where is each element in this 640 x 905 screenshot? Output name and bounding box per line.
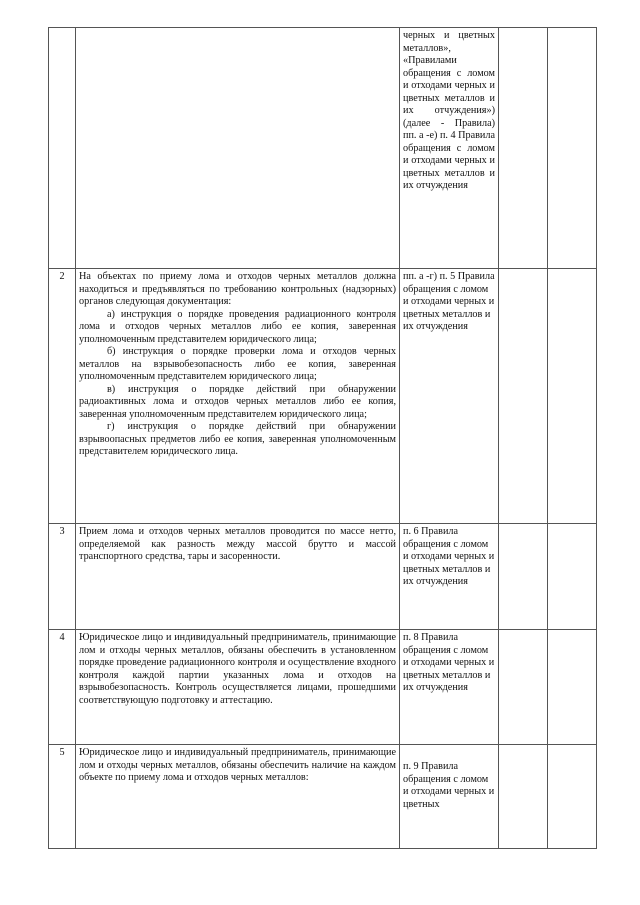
empty-cell <box>499 269 548 524</box>
requirement-paragraph: Юридическое лицо и индивидуальный предприниматель, принимающие лом и отходы черных металлов, обязаны обеспечить в установленном порядке проведение радиационного контроля и осуществление входного контроля каждой партии указанных лома и отходов на взрывобезопасность. Контроль осуществляется лицами, прошедшими соответствующую подготовку и аттестацию. <box>79 632 396 706</box>
requirements-table <box>48 27 597 849</box>
empty-cell <box>499 28 548 269</box>
requirement-paragraph: Юридическое лицо и индивидуальный предприниматель, принимающие лом и отходы черных металлов, обязаны обеспечить наличие на каждом объекте по приему лома и отходов черных металлов: <box>79 747 396 783</box>
reference-cell: п. 8 Правила обращения с ломом и отходами черных и цветных металлов и их отчуждения <box>400 630 499 745</box>
row-number-cell: 4 <box>49 630 76 745</box>
empty-cell <box>548 28 597 269</box>
reference-cell: пп. а -г) п. 5 Правила обращения с ломом и отходами черных и цветных металлов и их отчуждения <box>400 269 499 524</box>
table-row <box>49 524 597 630</box>
table-row <box>49 630 597 745</box>
row-number-cell: 2 <box>49 269 76 524</box>
empty-cell <box>548 524 597 630</box>
requirement-paragraph: б) инструкция о порядке проверки лома и отходов черных металлов на взрывобезопасность либо ее копия, заверенная уполномоченным представителем юридического лица; <box>79 346 396 382</box>
empty-cell <box>499 524 548 630</box>
row-number-cell: 5 <box>49 745 76 849</box>
requirement-paragraph: в) инструкция о порядке действий при обнаружении радиоактивных лома и отходов черных металлов либо ее копия, заверенная уполномоченным представителем юридического лица; <box>79 383 396 420</box>
row-number-cell <box>49 28 76 269</box>
reference-cell: черных и цветных металлов», «Правилами обращения с ломом и отходами черных и цветных металлов и их отчуждения») (далее - Правила) пп. а -е) п. 4 Правила обращения с ломом и отходами черных и цветных металлов и их отчуждения <box>400 28 499 269</box>
empty-cell <box>548 269 597 524</box>
empty-cell <box>548 745 597 849</box>
reference-cell: п. 6 Правила обращения с ломом и отходами черных и цветных металлов и их отчуждения <box>400 524 499 630</box>
table-row <box>49 745 597 849</box>
table-row <box>49 28 597 269</box>
requirement-paragraph: Прием лома и отходов черных металлов проводится по массе нетто, определяемой как разность между массой брутто и массой транспортного средства, тары и засоренности. <box>79 526 396 562</box>
requirement-cell <box>76 28 400 269</box>
requirement-cell <box>76 524 400 630</box>
requirement-paragraph: г) инструкция о порядке действий при обнаружении взрывоопасных предметов либо ее копия, заверенная уполномоченным представителем юридического лица. <box>79 421 396 457</box>
requirement-cell <box>76 745 400 849</box>
requirement-paragraph: На объектах по приему лома и отходов черных металлов должна находиться и предъявляться по требованию контрольных (надзорных) органов следующая документация: <box>79 271 396 307</box>
requirement-cell <box>76 630 400 745</box>
empty-cell <box>499 745 548 849</box>
empty-cell <box>499 630 548 745</box>
reference-cell: п. 9 Правила обращения с ломом и отходами черных и цветных <box>400 745 499 849</box>
requirement-paragraph: а) инструкция о порядке проведения радиационного контроля лома и отходов черных металлов либо ее копия, заверенная уполномоченным представителем юридического лица; <box>79 308 396 345</box>
empty-cell <box>548 630 597 745</box>
row-number-cell: 3 <box>49 524 76 630</box>
table-row <box>49 269 597 524</box>
requirement-cell <box>76 269 400 524</box>
